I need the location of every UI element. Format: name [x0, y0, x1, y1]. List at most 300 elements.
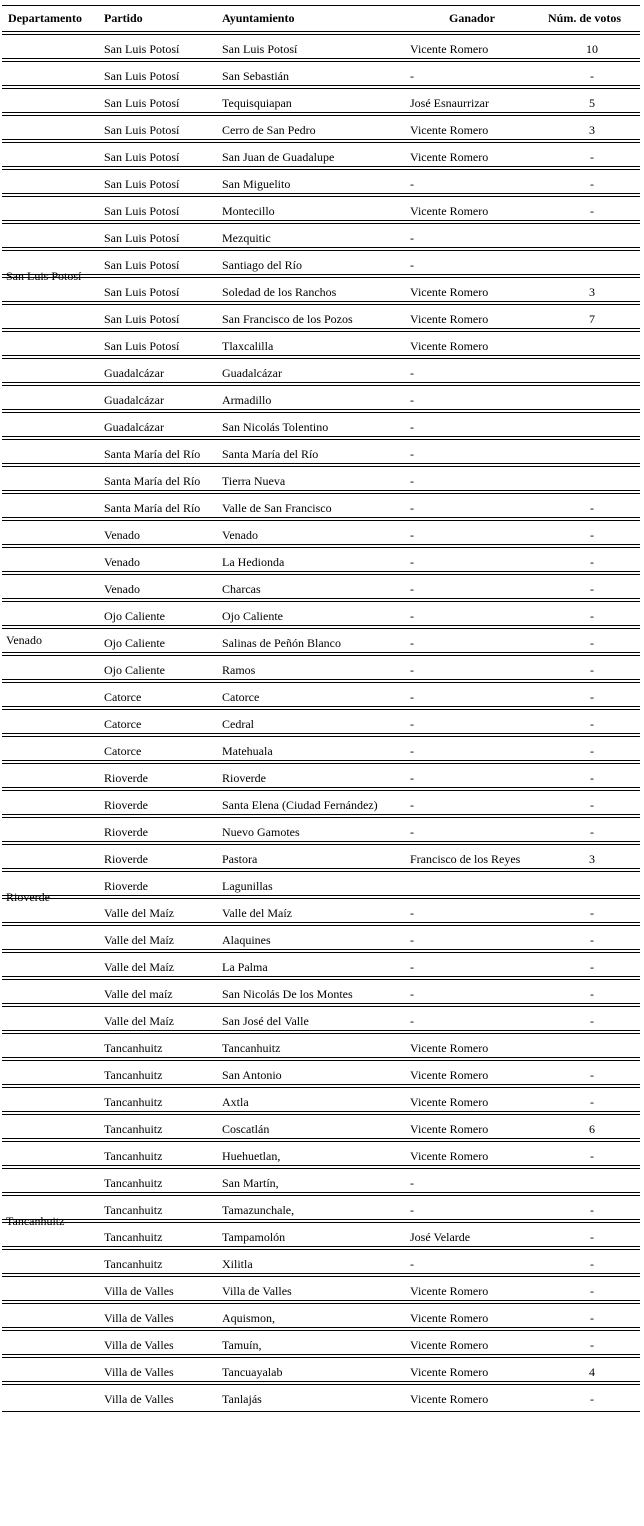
cell-partido: Santa María del Río — [104, 447, 201, 461]
row-rule — [2, 139, 640, 140]
row-rule — [2, 652, 640, 653]
row-rule — [2, 409, 640, 410]
cell-ayuntamiento: Tampamolón — [222, 1230, 286, 1244]
row-rule — [2, 760, 640, 761]
table-bottom-rule — [2, 1411, 640, 1412]
cell-votos: - — [590, 1068, 594, 1082]
row-rule — [2, 58, 640, 59]
department-label: Rioverde — [6, 889, 50, 904]
cell-ganador: - — [410, 474, 414, 488]
cell-ayuntamiento: Axtla — [222, 1095, 249, 1109]
cell-votos: 3 — [589, 285, 595, 299]
cell-ganador: - — [410, 690, 414, 704]
cell-ganador: - — [410, 393, 414, 407]
table-row — [2, 196, 640, 223]
cell-votos: - — [590, 825, 594, 839]
cell-ganador: - — [410, 1257, 414, 1271]
table-header — [2, 0, 640, 31]
row-rule — [2, 841, 640, 842]
cell-ganador: - — [410, 231, 414, 245]
table-row — [2, 682, 640, 709]
cell-partido: Rioverde — [104, 852, 148, 866]
table-row — [2, 1276, 640, 1303]
cell-partido: San Luis Potosí — [104, 204, 180, 218]
cell-votos: - — [590, 1203, 594, 1217]
cell-ganador: Vicente Romero — [410, 123, 489, 137]
department-label: Tancanhuitz — [6, 1213, 65, 1228]
cell-partido: Catorce — [104, 744, 142, 758]
cell-ayuntamiento: San Antonio — [222, 1068, 282, 1082]
cell-ayuntamiento: San Luis Potosí — [222, 42, 298, 56]
row-rule — [2, 868, 640, 869]
cell-ayuntamiento: Xilitla — [222, 1257, 253, 1271]
cell-partido: San Luis Potosí — [104, 258, 180, 272]
cell-partido: Valle del Maíz — [104, 933, 174, 947]
cell-partido: Venado — [104, 528, 140, 542]
cell-ayuntamiento: Santa Elena (Ciudad Fernández) — [222, 798, 378, 812]
row-rule — [2, 949, 640, 950]
cell-votos: - — [590, 609, 594, 623]
table-row — [2, 952, 640, 979]
cell-partido: Valle del Maíz — [104, 1014, 174, 1028]
cell-votos: 3 — [589, 852, 595, 866]
table-row — [2, 385, 640, 412]
table-row — [2, 1087, 640, 1114]
cell-ayuntamiento: San Sebastián — [222, 69, 289, 83]
cell-ganador: - — [410, 906, 414, 920]
row-rule — [2, 1111, 640, 1112]
cell-partido: Tancanhuitz — [104, 1041, 163, 1055]
table-row — [2, 223, 640, 250]
row-rule — [2, 301, 640, 302]
table-row — [2, 304, 640, 331]
header-ganador: Ganador — [449, 11, 496, 25]
cell-votos: 3 — [589, 123, 595, 137]
cell-ayuntamiento: Mezquitic — [222, 231, 271, 245]
table-row — [2, 1060, 640, 1087]
table-row — [2, 817, 640, 844]
header-departamento: Departamento — [8, 11, 82, 25]
cell-ayuntamiento: Valle de San Francisco — [222, 501, 332, 515]
table-row — [2, 871, 640, 898]
cell-ganador: Vicente Romero — [410, 204, 489, 218]
table-row — [2, 331, 640, 358]
cell-votos: 4 — [589, 1365, 595, 1379]
cell-votos: - — [590, 582, 594, 596]
cell-ganador: - — [410, 447, 414, 461]
cell-partido: Villa de Valles — [104, 1284, 174, 1298]
cell-votos: - — [590, 555, 594, 569]
cell-partido: Valle del Maíz — [104, 906, 174, 920]
table-row — [2, 1222, 640, 1249]
cell-ganador: Vicente Romero — [410, 1392, 489, 1406]
cell-ayuntamiento: Cerro de San Pedro — [222, 123, 316, 137]
cell-votos: - — [590, 1338, 594, 1352]
cell-partido: Valle del Maíz — [104, 960, 174, 974]
row-rule — [2, 1327, 640, 1328]
table-row — [2, 34, 640, 61]
cell-partido: Rioverde — [104, 798, 148, 812]
cell-partido: San Luis Potosí — [104, 96, 180, 110]
cell-votos: - — [590, 636, 594, 650]
row-rule — [2, 1084, 640, 1085]
cell-partido: San Luis Potosí — [104, 285, 180, 299]
cell-votos: - — [590, 771, 594, 785]
cell-ayuntamiento: La Hedionda — [222, 555, 285, 569]
table-row — [2, 1168, 640, 1195]
cell-ganador: Vicente Romero — [410, 150, 489, 164]
table-row — [2, 1195, 640, 1222]
row-rule — [2, 598, 640, 599]
row-rule — [2, 1030, 640, 1031]
cell-votos: - — [590, 960, 594, 974]
cell-votos: - — [590, 987, 594, 1001]
row-rule — [2, 1273, 640, 1274]
cell-partido: Villa de Valles — [104, 1338, 174, 1352]
cell-ganador: - — [410, 258, 414, 272]
cell-partido: Venado — [104, 582, 140, 596]
row-rule — [2, 1354, 640, 1355]
cell-votos: - — [590, 1284, 594, 1298]
row-rule — [2, 193, 640, 194]
row-rule — [2, 355, 640, 356]
cell-partido: Tancanhuitz — [104, 1257, 163, 1271]
row-rule — [2, 1165, 640, 1166]
cell-ganador: Vicente Romero — [410, 42, 489, 56]
cell-partido: Rioverde — [104, 825, 148, 839]
row-rule — [2, 1246, 640, 1247]
cell-ganador: - — [410, 798, 414, 812]
cell-partido: Catorce — [104, 717, 142, 731]
table-row — [2, 547, 640, 574]
table-row — [2, 520, 640, 547]
table-row — [2, 925, 640, 952]
cell-votos: - — [590, 1311, 594, 1325]
cell-partido: San Luis Potosí — [104, 312, 180, 326]
row-rule — [2, 436, 640, 437]
cell-ayuntamiento: Alaquines — [222, 933, 271, 947]
cell-partido: San Luis Potosí — [104, 42, 180, 56]
cell-ganador: - — [410, 771, 414, 785]
cell-ayuntamiento: Venado — [222, 528, 258, 542]
cell-partido: San Luis Potosí — [104, 231, 180, 245]
cell-ayuntamiento: San Nicolás Tolentino — [222, 420, 329, 434]
table-row — [2, 142, 640, 169]
cell-ayuntamiento: La Palma — [222, 960, 268, 974]
cell-votos: - — [590, 798, 594, 812]
cell-ganador: - — [410, 960, 414, 974]
cell-ayuntamiento: Ramos — [222, 663, 256, 677]
table-row — [2, 1006, 640, 1033]
cell-ayuntamiento: Charcas — [222, 582, 261, 596]
cell-partido: Tancanhuitz — [104, 1176, 163, 1190]
cell-ganador: - — [410, 69, 414, 83]
cell-ayuntamiento: Ojo Caliente — [222, 609, 283, 623]
row-rule — [2, 85, 640, 86]
table-row — [2, 574, 640, 601]
cell-partido: Tancanhuitz — [104, 1149, 163, 1163]
cell-votos: - — [590, 204, 594, 218]
cell-ganador: Vicente Romero — [410, 1338, 489, 1352]
cell-partido: Villa de Valles — [104, 1365, 174, 1379]
cell-ayuntamiento: Tequisquiapan — [222, 96, 292, 110]
cell-votos: - — [590, 717, 594, 731]
cell-partido: Villa de Valles — [104, 1392, 174, 1406]
cell-ganador: - — [410, 1203, 414, 1217]
cell-votos: 10 — [586, 42, 598, 56]
cell-ayuntamiento: Soledad de los Ranchos — [222, 285, 337, 299]
cell-ayuntamiento: Tancuayalab — [222, 1365, 283, 1379]
table-row — [2, 493, 640, 520]
cell-ganador: - — [410, 663, 414, 677]
cell-partido: Tancanhuitz — [104, 1203, 163, 1217]
cell-ayuntamiento: Rioverde — [222, 771, 266, 785]
cell-partido: Rioverde — [104, 879, 148, 893]
row-rule — [2, 922, 640, 923]
cell-partido: Santa María del Río — [104, 474, 201, 488]
table-row — [2, 1249, 640, 1276]
cell-ayuntamiento: Guadalcázar — [222, 366, 282, 380]
cell-ganador: - — [410, 1176, 414, 1190]
cell-ayuntamiento: Nuevo Gamotes — [222, 825, 300, 839]
cell-votos: - — [590, 906, 594, 920]
cell-ganador: Vicente Romero — [410, 1041, 489, 1055]
table-row — [2, 979, 640, 1006]
cell-partido: Santa María del Río — [104, 501, 201, 515]
cell-ganador: Vicente Romero — [410, 1122, 489, 1136]
cell-ayuntamiento: San Martín, — [222, 1176, 279, 1190]
table-row — [2, 412, 640, 439]
table-row — [2, 790, 640, 817]
cell-ganador: - — [410, 744, 414, 758]
cell-ayuntamiento: Tierra Nueva — [222, 474, 286, 488]
table-row — [2, 709, 640, 736]
table-row — [2, 763, 640, 790]
department-label: Venado — [6, 633, 42, 647]
row-rule — [2, 706, 640, 707]
cell-ganador: José Velarde — [410, 1230, 471, 1244]
cell-votos: 6 — [589, 1122, 595, 1136]
row-rule — [2, 1219, 640, 1220]
row-rule — [2, 517, 640, 518]
cell-ganador: - — [410, 177, 414, 191]
cell-partido: San Luis Potosí — [104, 69, 180, 83]
row-rule — [2, 1381, 640, 1382]
table-row — [2, 1114, 640, 1141]
table-row — [2, 1357, 640, 1384]
cell-ganador: Vicente Romero — [410, 285, 489, 299]
row-rule — [2, 328, 640, 329]
cell-ayuntamiento: San Juan de Guadalupe — [222, 150, 335, 164]
cell-ayuntamiento: Aquismon, — [222, 1311, 276, 1325]
cell-partido: San Luis Potosí — [104, 339, 180, 353]
cell-ayuntamiento: Matehuala — [222, 744, 273, 758]
table-row — [2, 1330, 640, 1357]
row-rule — [2, 1003, 640, 1004]
cell-ayuntamiento: Huehuetlan, — [222, 1149, 281, 1163]
cell-partido: Ojo Caliente — [104, 636, 165, 650]
cell-partido: San Luis Potosí — [104, 123, 180, 137]
cell-ganador: Vicente Romero — [410, 1095, 489, 1109]
cell-partido: Tancanhuitz — [104, 1230, 163, 1244]
cell-ganador: - — [410, 825, 414, 839]
cell-ayuntamiento: Santa María del Río — [222, 447, 319, 461]
cell-votos: 5 — [589, 96, 595, 110]
table-row — [2, 277, 640, 304]
cell-votos: - — [590, 150, 594, 164]
table-row — [2, 736, 640, 763]
cell-ayuntamiento: Tamazunchale, — [222, 1203, 295, 1217]
cell-ganador: - — [410, 366, 414, 380]
cell-partido: Venado — [104, 555, 140, 569]
cell-ganador: Francisco de los Reyes — [410, 852, 521, 866]
row-rule — [2, 1057, 640, 1058]
table-row — [2, 844, 640, 871]
cell-ganador: - — [410, 555, 414, 569]
cell-partido: Rioverde — [104, 771, 148, 785]
table-row — [2, 1384, 640, 1411]
table-row — [2, 1033, 640, 1060]
row-rule — [2, 679, 640, 680]
row-rule — [2, 490, 640, 491]
row-rule — [2, 787, 640, 788]
cell-ganador: Vicente Romero — [410, 312, 489, 326]
cell-ganador: Vicente Romero — [410, 1284, 489, 1298]
cell-partido: Guadalcázar — [104, 393, 164, 407]
cell-ganador: José Esnaurrizar — [410, 96, 489, 110]
cell-votos: - — [590, 1149, 594, 1163]
row-rule — [2, 625, 640, 626]
table-row — [2, 250, 640, 277]
table-row — [2, 466, 640, 493]
cell-partido: Catorce — [104, 690, 142, 704]
table-row — [2, 1141, 640, 1168]
row-rule — [2, 733, 640, 734]
cell-votos: - — [590, 663, 594, 677]
cell-ayuntamiento: San Francisco de los Pozos — [222, 312, 353, 326]
cell-partido: Tancanhuitz — [104, 1122, 163, 1136]
cell-ayuntamiento: San Miguelito — [222, 177, 291, 191]
table-row — [2, 898, 640, 925]
cell-partido: Tancanhuitz — [104, 1068, 163, 1082]
cell-ganador: - — [410, 501, 414, 515]
table-row — [2, 61, 640, 88]
cell-ganador: Vicente Romero — [410, 1311, 489, 1325]
cell-ayuntamiento: Cedral — [222, 717, 254, 731]
cell-votos: - — [590, 933, 594, 947]
row-rule — [2, 463, 640, 464]
cell-partido: Guadalcázar — [104, 366, 164, 380]
cell-ayuntamiento: Tancanhuitz — [222, 1041, 281, 1055]
header-partido: Partido — [104, 11, 143, 25]
row-rule — [2, 220, 640, 221]
table-row — [2, 601, 640, 628]
cell-ganador: - — [410, 609, 414, 623]
row-rule — [2, 1300, 640, 1301]
cell-votos: - — [590, 528, 594, 542]
row-rule — [2, 1192, 640, 1193]
cell-ganador: - — [410, 528, 414, 542]
cell-ayuntamiento: San José del Valle — [222, 1014, 309, 1028]
row-rule — [2, 976, 640, 977]
cell-ganador: Vicente Romero — [410, 1149, 489, 1163]
cell-ganador: - — [410, 987, 414, 1001]
row-rule — [2, 382, 640, 383]
cell-votos: - — [590, 1392, 594, 1406]
header-ayuntamiento: Ayuntamiento — [222, 11, 295, 25]
cell-votos: - — [590, 1257, 594, 1271]
cell-ayuntamiento: Tanlajás — [222, 1392, 262, 1406]
table-row — [2, 439, 640, 466]
cell-votos: - — [590, 69, 594, 83]
table-row — [2, 115, 640, 142]
department-label: San Luis Potosí — [6, 268, 82, 283]
header-votos: Núm. de votos — [548, 11, 622, 25]
table-row — [2, 655, 640, 682]
row-rule — [2, 166, 640, 167]
cell-ganador: - — [410, 582, 414, 596]
cell-partido: Valle del maíz — [104, 987, 173, 1001]
cell-ayuntamiento: Coscatlán — [222, 1122, 270, 1136]
row-rule — [2, 895, 640, 896]
cell-votos: - — [590, 1095, 594, 1109]
cell-partido: Tancanhuitz — [104, 1095, 163, 1109]
cell-ganador: Vicente Romero — [410, 1068, 489, 1082]
table-row — [2, 88, 640, 115]
table-row — [2, 169, 640, 196]
cell-ayuntamiento: Villa de Valles — [222, 1284, 292, 1298]
cell-ganador: - — [410, 636, 414, 650]
table-row — [2, 1303, 640, 1330]
table-row — [2, 358, 640, 385]
cell-votos: - — [590, 177, 594, 191]
row-rule — [2, 571, 640, 572]
cell-votos: 7 — [589, 312, 595, 326]
row-rule — [2, 112, 640, 113]
cell-ayuntamiento: Tamuín, — [222, 1338, 262, 1352]
cell-partido: San Luis Potosí — [104, 150, 180, 164]
cell-votos: - — [590, 501, 594, 515]
cell-partido: Guadalcázar — [104, 420, 164, 434]
cell-ayuntamiento: Armadillo — [222, 393, 272, 407]
cell-ayuntamiento: San Nicolás De los Montes — [222, 987, 353, 1001]
cell-votos: - — [590, 690, 594, 704]
cell-ganador: - — [410, 933, 414, 947]
row-rule — [2, 31, 640, 32]
cell-ganador: - — [410, 717, 414, 731]
cell-ganador: - — [410, 420, 414, 434]
cell-ayuntamiento: Catorce — [222, 690, 260, 704]
cell-ganador: Vicente Romero — [410, 1365, 489, 1379]
row-rule — [2, 247, 640, 248]
cell-ayuntamiento: Montecillo — [222, 204, 275, 218]
row-rule — [2, 544, 640, 545]
cell-ganador: Vicente Romero — [410, 339, 489, 353]
row-rule — [2, 274, 640, 275]
cell-ayuntamiento: Valle del Maíz — [222, 906, 292, 920]
cell-partido: San Luis Potosí — [104, 177, 180, 191]
cell-partido: Ojo Caliente — [104, 663, 165, 677]
row-rule — [2, 814, 640, 815]
cell-ayuntamiento: Lagunillas — [222, 879, 273, 893]
row-rule — [2, 1138, 640, 1139]
cell-ayuntamiento: Santiago del Río — [222, 258, 302, 272]
cell-votos: - — [590, 1014, 594, 1028]
cell-partido: Ojo Caliente — [104, 609, 165, 623]
cell-ayuntamiento: Tlaxcalilla — [222, 339, 274, 353]
cell-ganador: - — [410, 1014, 414, 1028]
table-row — [2, 628, 640, 655]
